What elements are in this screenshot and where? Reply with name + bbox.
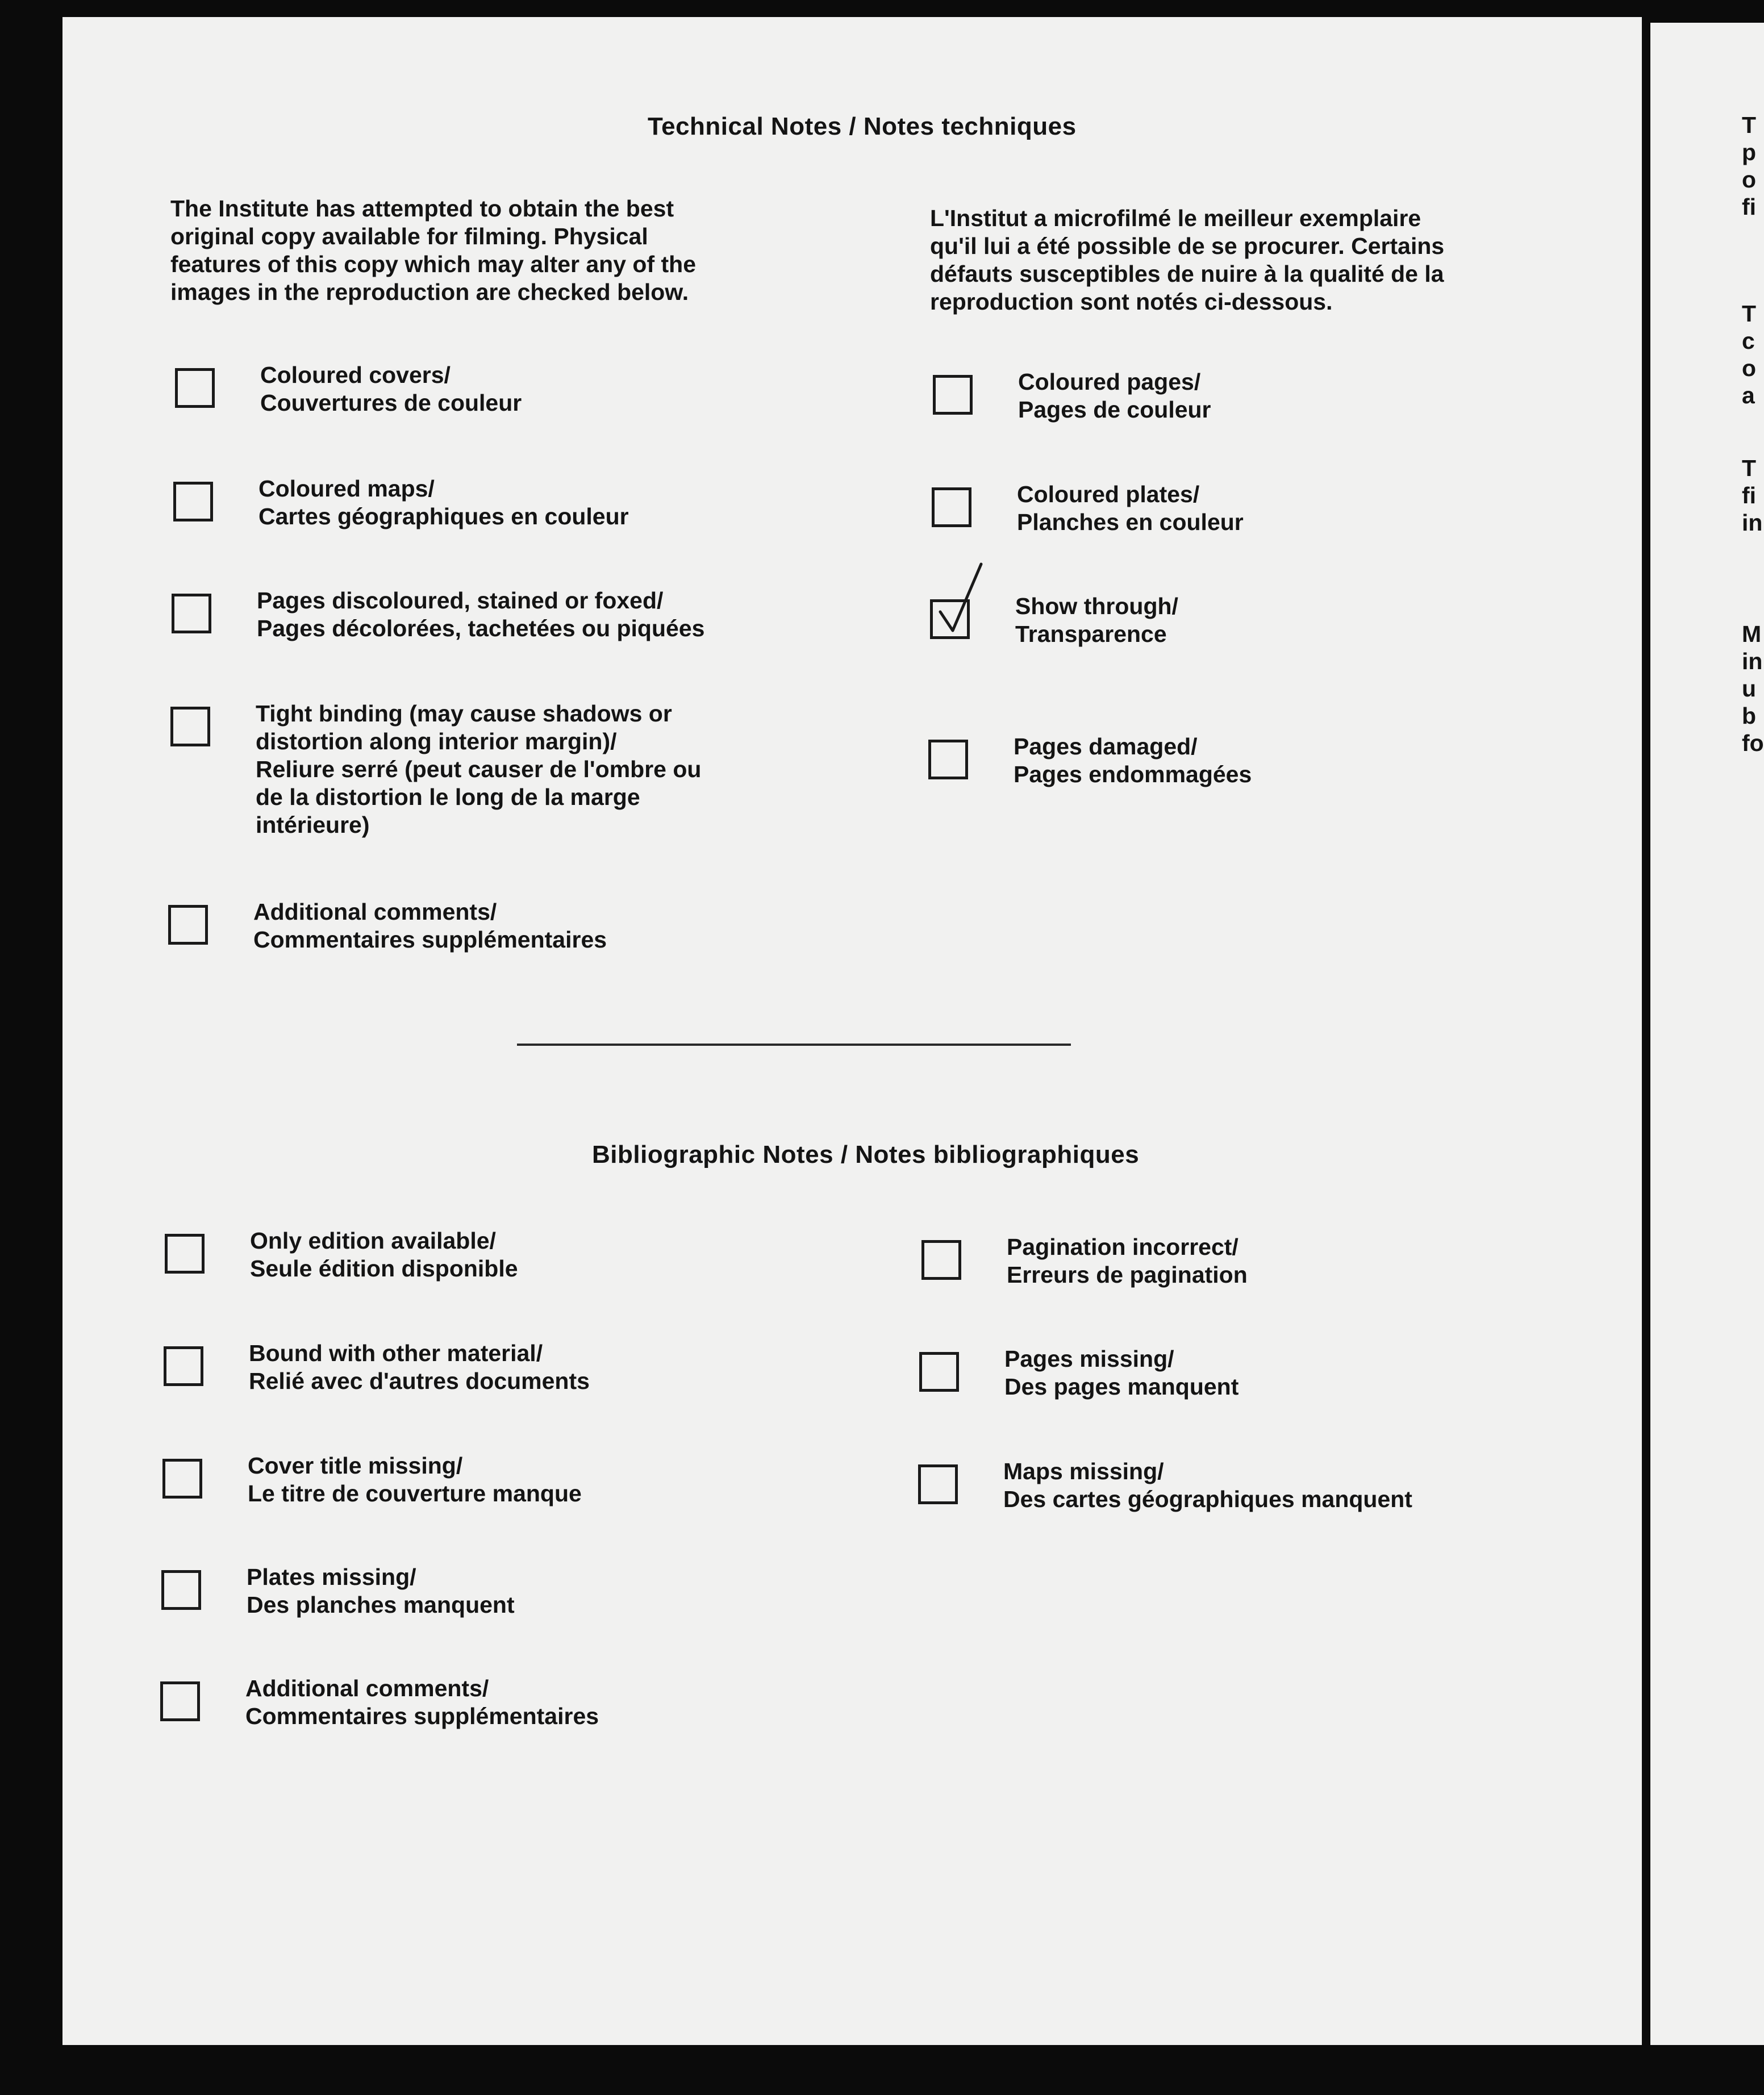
bibliographic-notes-heading: Bibliographic Notes / Notes bibliographiques bbox=[592, 1141, 1140, 1168]
item-label: Only edition available/ Seule édition disponible bbox=[250, 1228, 518, 1282]
item-label: Tight binding (may cause shadows or distortion along interior margin)/ Reliure serré (peut causer de l'ombre ou de la distortion le long de la marge intérieure) bbox=[256, 700, 702, 838]
checkbox[interactable] bbox=[160, 1681, 200, 1721]
intro-french: L'Institut a microfilmé le meilleur exemplaire qu'il lui a été possible de se procurer. Certains défauts susceptibles de nuire à la qualité de la reproduction sont notés ci-dessous. bbox=[930, 205, 1445, 315]
item-label: Additional comments/ Commentaires supplémentaires bbox=[253, 899, 607, 953]
checkbox[interactable] bbox=[921, 1240, 961, 1280]
adjacent-fragment-2: T c o a bbox=[1742, 301, 1757, 408]
technical-notes-page bbox=[62, 17, 1642, 2045]
item-label: Additional comments/ Commentaires supplémentaires bbox=[245, 1675, 599, 1729]
checkbox[interactable] bbox=[928, 740, 968, 779]
checkbox[interactable] bbox=[919, 1352, 959, 1392]
section-divider bbox=[517, 1044, 1071, 1046]
technical-notes-heading: Technical Notes / Notes techniques bbox=[648, 112, 1077, 140]
item-label: Coloured plates/ Planches en couleur bbox=[1017, 481, 1244, 535]
item-label: Cover title missing/ Le titre de couverture manque bbox=[248, 1453, 582, 1506]
checkbox[interactable] bbox=[168, 905, 208, 945]
item-label: Pages damaged/ Pages endommagées bbox=[1014, 733, 1252, 787]
item-label: Bound with other material/ Relié avec d'autres documents bbox=[249, 1340, 590, 1394]
item-label: Pagination incorrect/ Erreurs de pagination bbox=[1007, 1234, 1248, 1288]
item-label: Coloured covers/ Couvertures de couleur bbox=[260, 362, 522, 416]
checkbox[interactable] bbox=[175, 368, 215, 408]
item-label: Plates missing/ Des planches manquent bbox=[247, 1564, 515, 1618]
checkbox[interactable] bbox=[164, 1346, 203, 1386]
adjacent-fragment-3: T fi in bbox=[1742, 455, 1763, 536]
checkbox[interactable] bbox=[933, 375, 973, 415]
checkbox[interactable] bbox=[161, 1570, 201, 1610]
checkbox[interactable] bbox=[173, 482, 213, 521]
adjacent-fragment-4: M in u b fo bbox=[1742, 621, 1764, 756]
item-label: Pages missing/ Des pages manquent bbox=[1004, 1346, 1239, 1400]
checkbox[interactable] bbox=[918, 1464, 958, 1504]
checkbox[interactable] bbox=[932, 487, 971, 527]
adjacent-fragment-1: T p o fi bbox=[1742, 112, 1757, 220]
item-label: Coloured maps/ Cartes géographiques en couleur bbox=[258, 475, 629, 529]
checkbox[interactable] bbox=[172, 594, 211, 633]
intro-english: The Institute has attempted to obtain the best original copy available for filming. Physical features of this copy which may alter any of the images in the reproduction are checked below. bbox=[170, 195, 697, 305]
checkmark-icon bbox=[924, 560, 992, 645]
item-label: Show through/ Transparence bbox=[1015, 593, 1178, 647]
item-label: Maps missing/ Des cartes géographiques manquent bbox=[1003, 1458, 1412, 1512]
checkbox[interactable] bbox=[162, 1459, 202, 1499]
checkbox[interactable] bbox=[165, 1234, 205, 1274]
item-label: Coloured pages/ Pages de couleur bbox=[1018, 369, 1211, 423]
item-label: Pages discoloured, stained or foxed/ Pages décolorées, tachetées ou piquées bbox=[257, 587, 705, 641]
checkbox[interactable] bbox=[170, 707, 210, 746]
